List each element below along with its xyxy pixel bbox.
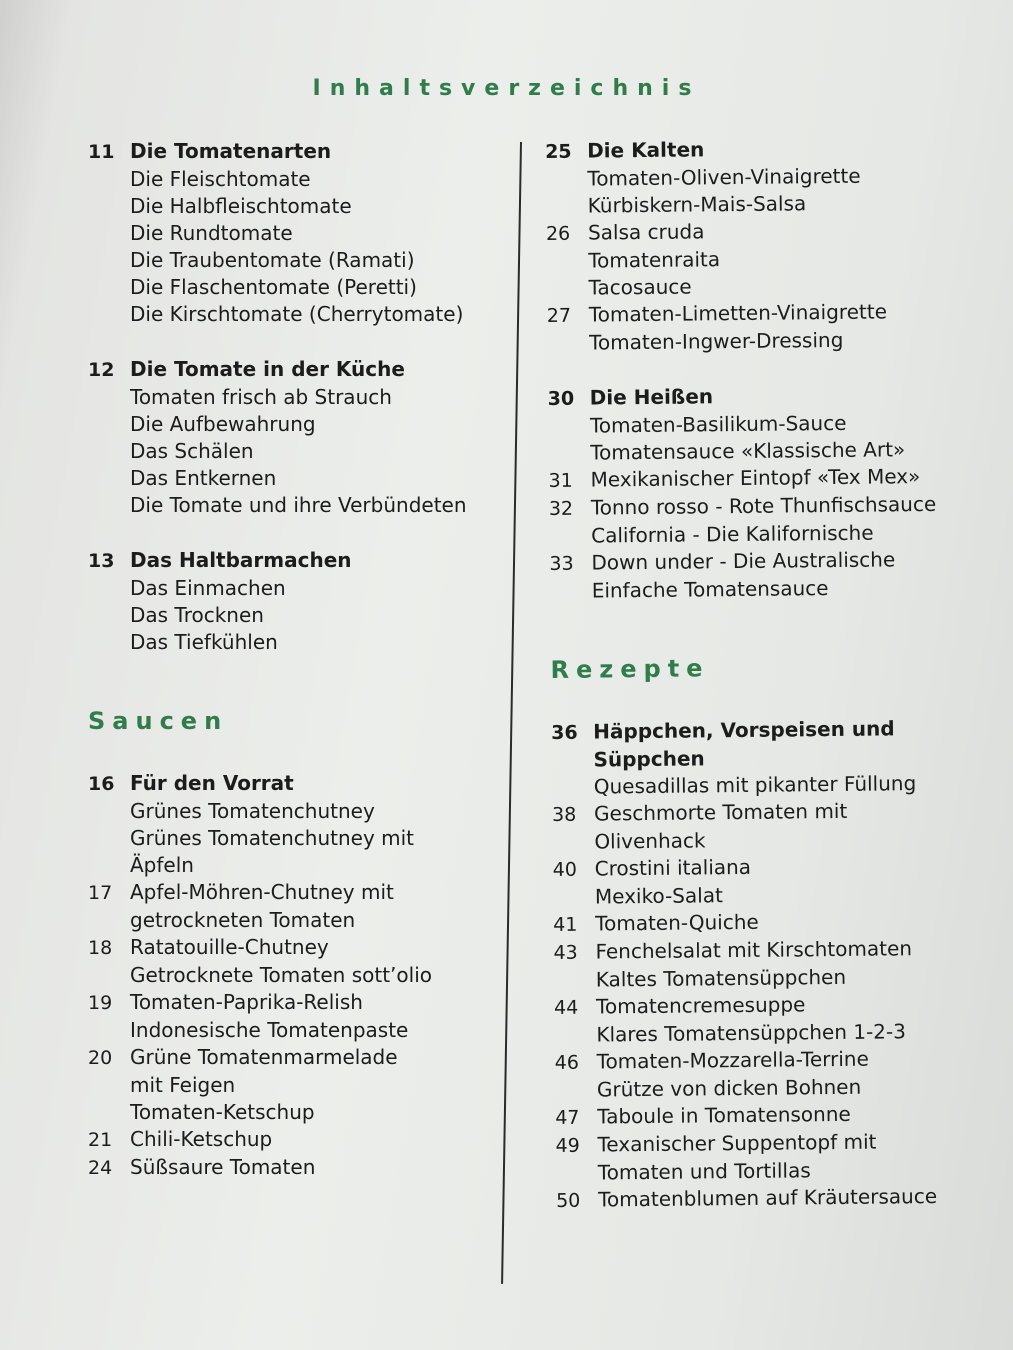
section-heading (88, 356, 508, 384)
page-number: 11 (88, 141, 115, 163)
toc-entry (88, 274, 508, 301)
toc-entry (88, 411, 508, 438)
toc-entry-text: Kaltes Tomatensüppchen (595, 964, 847, 992)
toc-entry-text: Tomatensauce «Klassische Art» (590, 437, 906, 465)
heading-text: Die Tomate in der Küche (130, 357, 405, 381)
toc-entry-text: Grünes Tomatenchutney mit (130, 826, 415, 850)
toc-entry (88, 1017, 508, 1044)
toc-entry-text: Quesadillas mit pikanter Füllung (593, 771, 917, 799)
page-number: 31 (548, 469, 573, 492)
heading-text: Häppchen, Vorspeisen und (593, 716, 895, 744)
section-heading (88, 547, 508, 575)
page-number: 21 (88, 1129, 113, 1151)
toc-entry (88, 602, 508, 629)
category-heading-saucen: Saucen (88, 707, 229, 735)
toc-entry (88, 1099, 508, 1126)
toc-entry-text: Grünes Tomatenchutney (130, 799, 375, 823)
toc-entry (88, 852, 508, 879)
toc-entry-text: Chili-Ketschup (130, 1127, 273, 1151)
page-number: 33 (549, 552, 574, 575)
page-number: 27 (546, 304, 572, 327)
toc-entry-text: Tomaten und Tortillas (597, 1158, 811, 1185)
toc-entry-text: Tomaten-Limetten-Vinaigrette (588, 299, 888, 327)
page-number: 36 (551, 721, 578, 744)
section-haeppchen (551, 714, 996, 1215)
heading-text: Die Heißen (589, 384, 714, 410)
page-number: 25 (545, 140, 572, 163)
toc-entry-text: Ratatouille-Chutney (130, 935, 329, 959)
toc-entry-text: Grütze von dicken Bohnen (596, 1074, 862, 1102)
toc-entry-text: Die Fleischtomate (130, 167, 311, 191)
toc-entry-text: Tomaten-Oliven-Vinaigrette (587, 163, 861, 191)
toc-entry (88, 166, 508, 193)
toc-entry-text: Fenchelsalat mit Kirschtomaten (595, 936, 913, 964)
toc-entry-text: Die Kirschtomate (Cherrytomate) (130, 302, 464, 326)
toc-entry-text: getrockneten Tomaten (130, 908, 356, 932)
toc-entry-text: Die Flaschentomate (Peretti) (130, 275, 417, 299)
toc-entry-text: California - Die Kalifornische (591, 520, 874, 548)
section-die-kalten (545, 133, 987, 357)
toc-entry (88, 193, 508, 220)
heading-text: Für den Vorrat (130, 771, 294, 795)
page-number: 44 (553, 996, 579, 1019)
toc-entry-text: Salsa cruda (587, 219, 705, 245)
toc-entry-text: Tomaten-Quiche (595, 909, 759, 936)
toc-entry (88, 384, 508, 411)
toc-entry-text: Die Aufbewahrung (130, 412, 316, 436)
toc-entry (88, 907, 508, 934)
heading-text: Die Tomatenarten (130, 139, 332, 163)
page-number: 50 (556, 1189, 581, 1212)
toc-entry (88, 301, 508, 328)
section-heading (88, 770, 508, 798)
category-heading-rezepte: Rezepte (550, 654, 710, 684)
toc-entry (88, 220, 508, 247)
toc-entry-text: Tacosauce (588, 274, 692, 300)
toc-entry-text: Indonesische Tomatenpaste (130, 1018, 409, 1042)
toc-entry (88, 989, 508, 1017)
page-number: 16 (88, 773, 115, 795)
toc-entry (88, 798, 508, 825)
section-die-heissen (548, 380, 990, 605)
page-number: 49 (555, 1134, 580, 1157)
page-number: 32 (548, 497, 574, 520)
toc-entry (556, 1182, 996, 1215)
toc-entry (88, 492, 508, 519)
page-number: 47 (555, 1106, 580, 1129)
toc-entry-text: Einfache Tomatensauce (591, 576, 829, 603)
toc-entry (88, 1044, 508, 1072)
page-title: Inhaltsverzeichnis (312, 76, 701, 101)
toc-entry-text: Kürbiskern-Mais-Salsa (587, 191, 807, 218)
section-tomatenarten (88, 138, 508, 328)
page-number: 19 (88, 992, 113, 1014)
toc-entry-text: Tomaten-Basilikum-Sauce (589, 410, 847, 438)
toc-entry-text: Das Einmachen (130, 576, 286, 600)
toc-entry-text: Äpfeln (130, 853, 194, 877)
toc-entry-text: Tomaten-Ingwer-Dressing (589, 327, 844, 355)
toc-entry-text: Die Tomate und ihre Verbündeten (130, 493, 467, 517)
toc-entry-text: Das Tiefkühlen (130, 630, 278, 654)
page-number: 46 (554, 1051, 579, 1074)
page-number: 26 (545, 222, 571, 245)
toc-entry (88, 962, 508, 989)
heading-text: Das Haltbarmachen (130, 548, 352, 572)
toc-entry-text: Tomatenraita (588, 247, 721, 273)
toc-entry-text: Das Trocknen (130, 603, 264, 627)
left-column (88, 138, 508, 1182)
toc-entry-text: Klares Tomatensüppchen 1-2-3 (596, 1019, 907, 1047)
page-number: 43 (553, 941, 578, 964)
page-number: 18 (88, 937, 113, 959)
toc-entry-text: Apfel-Möhren-Chutney mit (130, 880, 394, 904)
toc-entry-text: Tomatencremesuppe (595, 992, 806, 1019)
toc-entry-text: Tonno rosso - Rote Thunfischsauce (590, 491, 937, 520)
toc-entry-text: Grüne Tomatenmarmelade (130, 1045, 398, 1069)
toc-entry (88, 934, 508, 962)
page-number: 20 (88, 1047, 113, 1069)
page-number: 41 (553, 913, 578, 936)
toc-entry (88, 879, 508, 907)
toc-entry-text: Taboule in Tomatensonne (597, 1101, 851, 1129)
toc-entry-text: mit Feigen (130, 1073, 236, 1097)
toc-entry-text: Mexiko-Salat (594, 883, 723, 909)
toc-entry (88, 1072, 508, 1099)
heading-text: Süppchen (593, 746, 705, 772)
toc-entry-text: Down under - Die Australische (591, 547, 896, 575)
toc-entry (88, 825, 508, 852)
toc-entry-text: Das Entkernen (130, 466, 277, 490)
page-number: 17 (88, 882, 113, 904)
section-tomate-in-der-kueche (88, 356, 508, 519)
toc-entry-text: Tomaten-Ketschup (130, 1100, 315, 1124)
toc-entry (88, 575, 508, 602)
toc-entry-text: Tomaten-Mozzarella-Terrine (596, 1046, 869, 1074)
section-fuer-den-vorrat (88, 770, 508, 1182)
page-number: 13 (88, 550, 115, 572)
toc-entry-text: Die Rundtomate (130, 221, 293, 245)
page-number: 24 (88, 1157, 113, 1179)
toc-entry-text: Olivenhack (594, 828, 706, 854)
page-number: 30 (547, 387, 575, 410)
toc-entry-text: Tomatenblumen auf Kräutersauce (597, 1183, 938, 1212)
section-haltbarmachen (88, 547, 508, 656)
toc-entry-text: Getrocknete Tomaten sott’olio (130, 963, 432, 987)
toc-entry (88, 438, 508, 465)
toc-entry-text: Die Halbfleischtomate (130, 194, 352, 218)
toc-entry-text: Mexikanischer Eintopf «Tex Mex» (590, 464, 921, 492)
toc-entry (88, 629, 508, 656)
toc-entry-text: Texanischer Suppentopf mit (597, 1129, 877, 1157)
toc-entry-text: Tomaten-Paprika-Relish (130, 990, 363, 1014)
toc-entry (88, 465, 508, 492)
heading-text: Die Kalten (587, 137, 705, 163)
toc-entry-text: Süßsaure Tomaten (130, 1155, 316, 1179)
page-number: 40 (552, 858, 577, 881)
toc-entry-text: Geschmorte Tomaten mit (593, 798, 848, 826)
toc-entry (88, 1126, 508, 1154)
toc-entry-text: Die Traubentomate (Ramati) (130, 248, 415, 272)
toc-entry (88, 247, 508, 274)
section-heading (88, 138, 508, 166)
toc-entry-text: Crostini italiana (594, 854, 752, 881)
toc-entry (88, 1154, 508, 1182)
right-column (545, 133, 996, 1215)
page-number: 38 (551, 803, 577, 826)
toc-entry-text: Tomaten frisch ab Strauch (130, 385, 392, 409)
page-number: 12 (88, 359, 115, 381)
toc-entry-text: Das Schälen (130, 439, 254, 463)
